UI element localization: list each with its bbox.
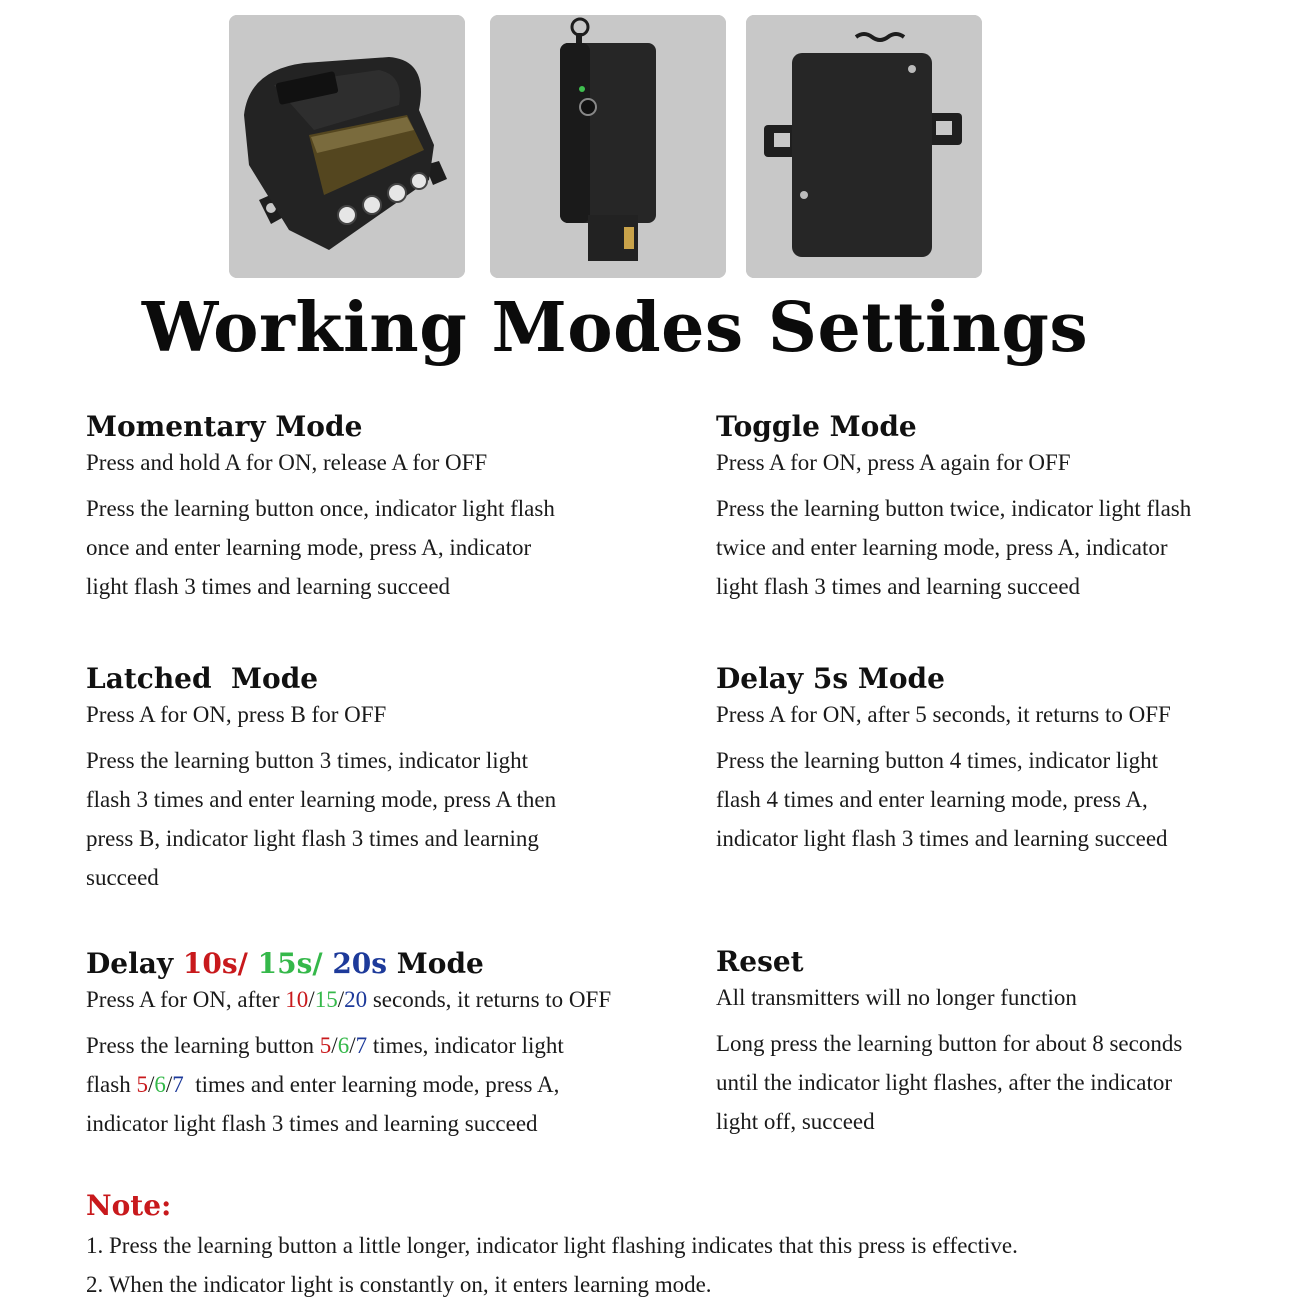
delay-multi-step-line — [86, 1065, 696, 1104]
note-item: 2. When the indicator light is constantly on, it enters learning mode. — [86, 1272, 712, 1297]
count-7: 7 — [172, 1072, 184, 1097]
delay-10s-label: 10s/ — [182, 947, 248, 980]
reset-step-line: light off, succeed — [716, 1109, 875, 1134]
separator: / — [331, 1033, 338, 1058]
delay-multi-step-line — [86, 1026, 696, 1065]
seconds-10: 10 — [285, 987, 309, 1012]
latched-mode-steps — [86, 741, 676, 897]
latched-step-line: press B, indicator light flash 3 times and learning — [86, 826, 539, 851]
latched-mode-section — [86, 659, 676, 897]
reset-step-line: until the indicator light flashes, after the indicator — [716, 1070, 1173, 1095]
relay-receiver-back-photo — [746, 15, 982, 278]
relay-receiver-front-photo — [229, 15, 465, 278]
page-title: Working Modes Settings — [141, 288, 1089, 368]
latched-step-line: Press the learning button 3 times, indicator light — [86, 748, 529, 773]
delay-15s-label: 15s/ — [247, 947, 323, 980]
toggle-mode-heading: Toggle Mode — [716, 410, 917, 443]
latched-step-line: succeed — [86, 865, 159, 890]
reset-section — [716, 942, 1300, 1141]
reset-step-line: Long press the learning button for about 8 seconds — [716, 1031, 1183, 1056]
toggle-step-line: twice and enter learning mode, press A, indicator — [716, 535, 1168, 560]
count-5: 5 — [319, 1033, 332, 1058]
momentary-step-line: Press the learning button once, indicator light flash — [86, 496, 555, 521]
count-7: 7 — [355, 1033, 368, 1058]
summary-prefix: Press A for ON, after — [86, 987, 286, 1012]
separator: / — [147, 1072, 155, 1097]
momentary-step-line: light flash 3 times and learning succeed — [86, 574, 451, 599]
count-5: 5 — [136, 1072, 148, 1097]
delay-multi-mode-heading — [86, 944, 696, 984]
note-item: 1. Press the learning button a little longer, indicator light flashing indicates that this press is effective. — [86, 1233, 1018, 1258]
heading-prefix: Delay — [86, 947, 183, 980]
reset-summary: All transmitters will no longer function — [716, 985, 1077, 1010]
momentary-step-line: once and enter learning mode, press A, indicator — [86, 535, 532, 560]
toggle-step-line: Press the learning button twice, indicator light flash — [716, 496, 1192, 521]
count-6: 6 — [154, 1072, 166, 1097]
delay-multi-step-line: indicator light flash 3 times and learning succeed — [86, 1111, 538, 1136]
toggle-mode-summary: Press A for ON, press A again for OFF — [716, 450, 1071, 475]
line-prefix: flash — [86, 1072, 137, 1097]
toggle-step-line: light flash 3 times and learning succeed — [716, 574, 1081, 599]
delay-multi-mode-section — [86, 944, 696, 1143]
delay-multi-mode-steps — [86, 1026, 696, 1143]
delay-5s-mode-heading: Delay 5s Mode — [716, 662, 945, 695]
latched-step-line: flash 3 times and enter learning mode, press A then — [86, 787, 557, 812]
delay-5s-mode-summary: Press A for ON, after 5 seconds, it returns to OFF — [716, 702, 1171, 727]
note-title: Note: — [86, 1189, 172, 1222]
delay-5s-step-line: Press the learning button 4 times, indicator light — [716, 748, 1159, 773]
separator: / — [349, 1033, 356, 1058]
momentary-mode-steps — [86, 489, 676, 606]
seconds-15: 15 — [314, 987, 338, 1012]
momentary-mode-summary: Press and hold A for ON, release A for OFF — [86, 450, 488, 475]
note-section — [86, 1186, 1266, 1304]
delay-5s-step-line: flash 4 times and enter learning mode, press A, — [716, 787, 1148, 812]
momentary-mode-section — [86, 407, 676, 606]
reset-heading: Reset — [716, 945, 804, 978]
seconds-20: 20 — [344, 987, 368, 1012]
summary-suffix: seconds, it returns to OFF — [367, 987, 612, 1012]
line-suffix: times, indicator light — [367, 1033, 564, 1058]
latched-mode-heading: Latched Mode — [86, 662, 319, 695]
reset-steps — [716, 1024, 1300, 1141]
separator: / — [337, 987, 345, 1012]
toggle-mode-section — [716, 407, 1300, 606]
toggle-mode-steps — [716, 489, 1300, 606]
latched-mode-summary: Press A for ON, press B for OFF — [86, 702, 387, 727]
delay-5s-mode-section — [716, 659, 1300, 858]
heading-suffix: Mode — [387, 947, 484, 980]
line-suffix: times and enter learning mode, press A, — [183, 1072, 560, 1097]
count-6: 6 — [337, 1033, 350, 1058]
delay-5s-mode-steps — [716, 741, 1300, 858]
momentary-mode-heading: Momentary Mode — [86, 410, 363, 443]
relay-receiver-side-photo — [490, 15, 726, 278]
delay-multi-mode-summary — [86, 984, 696, 1016]
delay-20s-label: 20s — [322, 947, 388, 980]
line-prefix: Press the learning button — [86, 1033, 320, 1058]
separator: / — [165, 1072, 173, 1097]
delay-5s-step-line: indicator light flash 3 times and learning succeed — [716, 826, 1168, 851]
separator: / — [308, 987, 315, 1012]
